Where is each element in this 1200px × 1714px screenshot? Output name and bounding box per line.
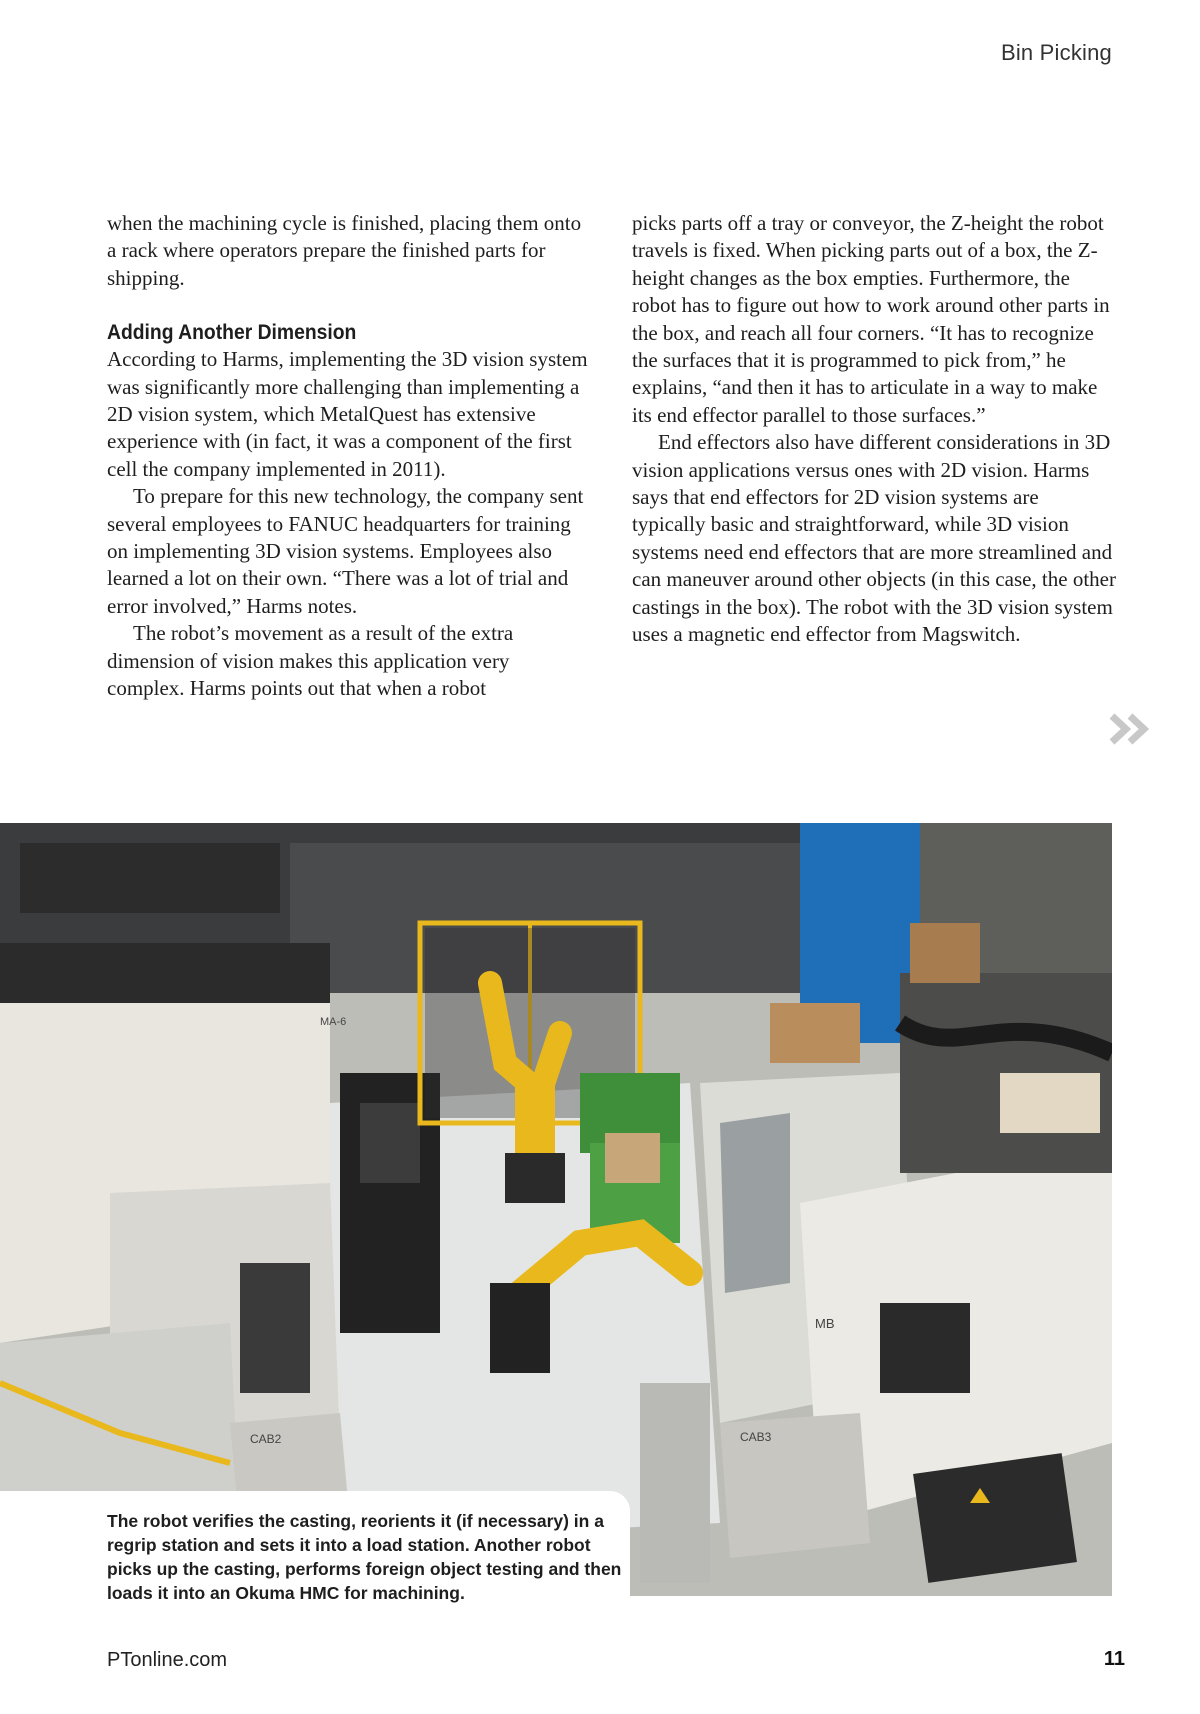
cab-label-right: CAB3 [740, 1430, 772, 1444]
cab-label-left: CAB2 [250, 1432, 282, 1446]
article-column-left [107, 210, 592, 703]
double-chevron-right-icon [1108, 712, 1152, 751]
paragraph: To prepare for this new technology, the company sent several employees to FANUC headquarters for training on implementing 3D vision systems. Employees also learned a lot on their own. “There was a lot of trial and error involved,” Harms notes. [107, 484, 584, 618]
paragraph: picks parts off a tray or conveyor, the Z-height the robot travels is fixed. When picking parts out of a box, the Z-height changes as the box empties. Furthermore, the robot has to figure out how to work around other parts in the box, and reach all four corners. “It has to recognize the surfaces that it is programmed to pick from,” he explains, “and then it has to articulate in a way to make its end effector parallel to those surfaces.” [632, 211, 1110, 427]
paragraph: when the machining cycle is finished, placing them onto a rack where operators prepare the finished parts for shipping. [107, 211, 582, 290]
paragraph: End effectors also have different considerations in 3D vision applications versus ones with 2D vision. Harms says that end effectors for 2D vision systems are typically basic and straightforward, while 3D vision systems need end effectors that are more streamlined and can maneuver around other objects (in this case, the other castings in the box). The robot with the 3D vision system uses a magnetic end effector from Magswitch. [632, 430, 1116, 647]
paragraph: The robot’s movement as a result of the extra dimension of vision makes this application very complex. Harms points out that when a robot [107, 621, 514, 701]
footer-url: PTonline.com [107, 1649, 228, 1671]
section-label: Bin Picking [1000, 40, 1112, 65]
article-column-right [632, 210, 1117, 649]
photo-caption: The robot verifies the casting, reorients it (if necessary) in a regrip station and sets it into a load station. Another robot picks up the casting, performs foreign object testing and then loads it into an Okuma HMC for machining. [107, 1511, 622, 1603]
subheading: Adding Another Dimension [107, 321, 357, 345]
page-number: 11 [1103, 1648, 1125, 1670]
robot-cell-photo [0, 823, 1112, 1596]
machine-label-right: MB [815, 1316, 835, 1331]
machine-label-left: MA-6 [320, 1016, 347, 1028]
paragraph: According to Harms, implementing the 3D vision system was significantly more challenging than implementing a 2D vision system, which MetalQuest has extensive experience with (in fact, it was a component of the first cell the company implemented in 2011). [107, 347, 588, 481]
